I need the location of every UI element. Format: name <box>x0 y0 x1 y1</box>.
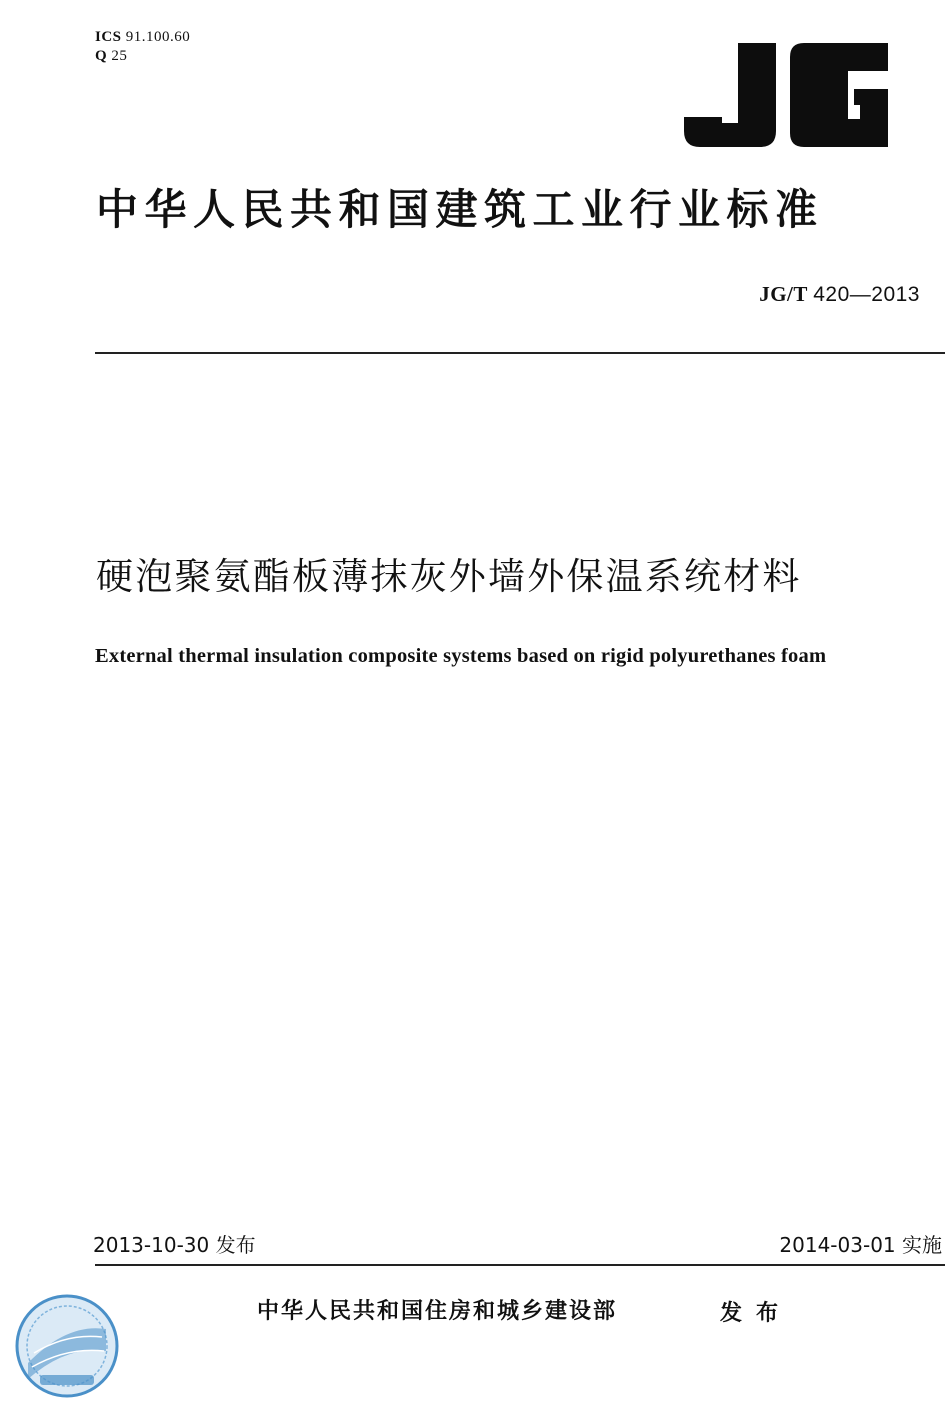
standard-number-value: 420—2013 <box>813 283 920 306</box>
anti-counterfeit-seal-icon <box>14 1293 120 1399</box>
document-title-en: External thermal insulation composite systems based on rigid polyurethanes foam <box>95 645 827 667</box>
standard-prefix: JG/T <box>759 282 808 306</box>
document-title-cn: 硬泡聚氨酯板薄抹灰外墙外保温系统材料 <box>96 555 802 598</box>
publisher: 中华人民共和国住房和城乡建设部 <box>257 1299 618 1324</box>
implementation-date: 2014-03-01 实施 <box>779 1233 942 1257</box>
standard-category-title: 中华人民共和国建筑工业行业标准 <box>96 185 824 234</box>
issue-date: 2013-10-30 发布 <box>93 1233 256 1257</box>
ccs-value: 25 <box>111 48 128 64</box>
ics-code <box>95 28 190 47</box>
publish-label: 发布 <box>720 1301 793 1326</box>
top-divider <box>95 352 945 354</box>
ccs-label: Q <box>95 48 108 64</box>
jg-logo <box>682 43 888 147</box>
classification-codes <box>95 28 190 66</box>
ics-label: ICS <box>95 29 122 45</box>
standard-number <box>759 282 920 307</box>
ics-value: 91.100.60 <box>125 29 191 45</box>
bottom-divider <box>95 1264 945 1266</box>
ccs-code <box>95 47 190 66</box>
